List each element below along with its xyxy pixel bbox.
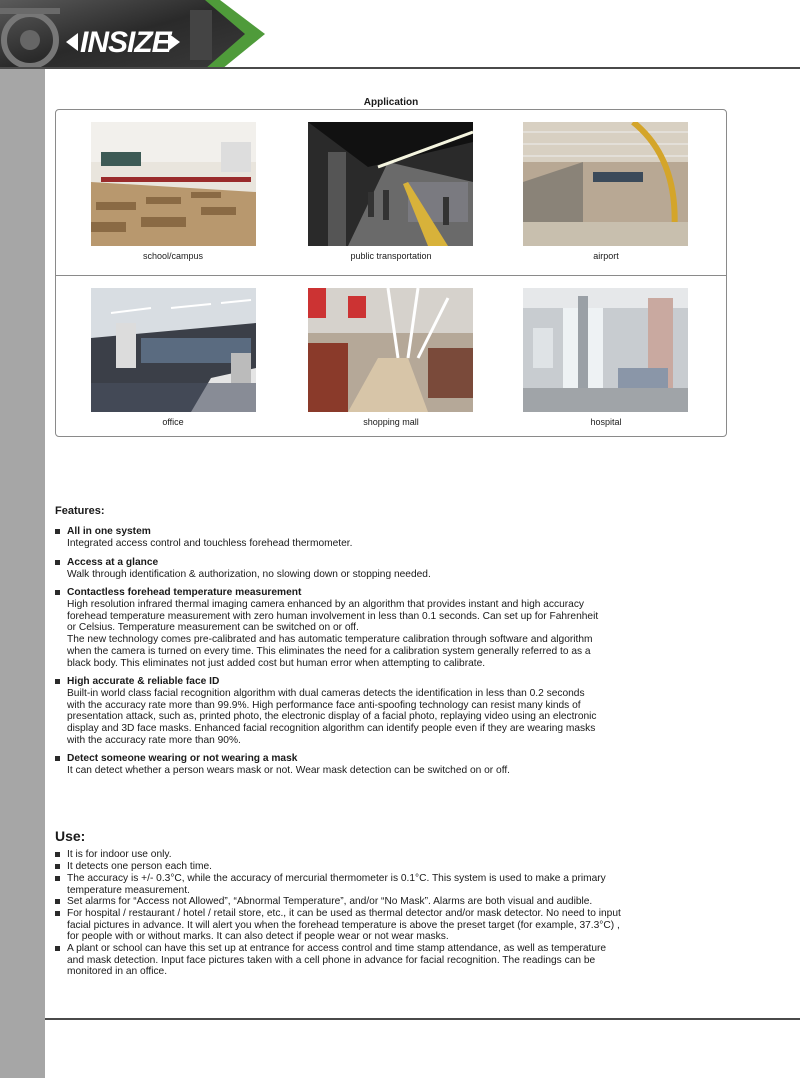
use-text: It detects one person each time. (67, 861, 212, 872)
square-bullet-icon (55, 756, 60, 761)
square-bullet-icon (55, 529, 60, 534)
square-bullet-icon (55, 911, 60, 916)
square-bullet-icon (55, 876, 60, 881)
use-text: For hospital / restaurant / hotel / retail store, etc., it can be used as thermal detector and/or mask detector. No need to input facial pictures in advance. It will alert you when the forehead temperature is above the preset target (for example, 37.3°C) , for people with or without marks. It can also detect if people wear or not wear masks. (67, 908, 621, 942)
application-grid (55, 109, 727, 437)
feature-body: High resolution infrared thermal imaging camera enhanced by an algorithm that provides instant and high accuracy forehead temperature measurement with zero human involvement in less than 0.1 seconds. Can set up for Fahrenheit or Celsius. Temperature measurement can be switched on or off. The new technology comes pre-calibrated and has automatic temperature calibration through software and algorithm when the camera is turned on every time. This eliminates the need for a calibration system generally referred to as a black body. This eliminates not just added cost but human error when attempting to calibrate. (67, 598, 599, 669)
feature-body: Integrated access control and touchless forehead thermometer. (67, 537, 353, 549)
square-bullet-icon (55, 590, 60, 595)
feature-title: High accurate & reliable face ID (67, 676, 220, 687)
use-item (55, 943, 655, 978)
hospital-photo (523, 288, 688, 412)
use-item (55, 896, 655, 908)
application-caption: hospital (590, 417, 622, 427)
feature-item (55, 587, 655, 670)
application-caption: shopping mall (363, 417, 419, 427)
use-item (55, 873, 655, 896)
page-header (0, 0, 800, 69)
use-item (55, 861, 655, 873)
feature-title: Detect someone wearing or not wearing a mask (67, 753, 298, 764)
logo-arrow-left-icon (66, 33, 78, 51)
application-heading: Application (363, 97, 419, 108)
square-bullet-icon (55, 899, 60, 904)
application-caption: school/campus (142, 251, 204, 261)
use-item (55, 849, 655, 861)
feature-item (55, 753, 655, 777)
feature-item (55, 557, 655, 581)
use-text: It is for indoor use only. (67, 849, 172, 860)
feature-body: Walk through identification & authorization, no slowing down or stopping needed. (67, 568, 431, 580)
left-margin-band (0, 69, 45, 1078)
square-bullet-icon (55, 852, 60, 857)
feature-title: Contactless forehead temperature measurement (67, 587, 302, 598)
square-bullet-icon (55, 946, 60, 951)
use-text: A plant or school can have this set up at entrance for access control and time stamp attendance, as well as temperature and mask detection. Input face pictures taken with a cell phone in advance for facial recognition. The readings can be monitored in an office. (67, 943, 607, 977)
airport-photo (523, 122, 688, 246)
feature-title: All in one system (67, 526, 151, 537)
features-heading: Features: (55, 505, 105, 517)
footer-divider (45, 1018, 800, 1020)
school-campus-photo (91, 122, 256, 246)
logo-arrow-right-icon (168, 33, 180, 51)
square-bullet-icon (55, 560, 60, 565)
use-heading: Use: (55, 828, 86, 844)
application-caption: office (162, 417, 184, 427)
feature-body: It can detect whether a person wears mask or not. Wear mask detection can be switched on or off. (67, 764, 511, 776)
square-bullet-icon (55, 864, 60, 869)
public-transportation-photo (308, 122, 473, 246)
use-text: Set alarms for “Access not Allowed”, “Abnormal Temperature”, and/or “No Mask”. Alarms are both visual and audible. (67, 896, 593, 907)
feature-item (55, 526, 655, 550)
feature-item (55, 676, 655, 747)
feature-title: Access at a glance (67, 557, 159, 568)
application-caption: public transportation (350, 251, 432, 261)
office-photo (91, 288, 256, 412)
application-row-divider (56, 275, 726, 276)
brand-logo: INSIZE (80, 26, 171, 59)
header-divider (0, 67, 800, 69)
square-bullet-icon (55, 679, 60, 684)
use-text: The accuracy is +/- 0.3°C, while the accuracy of mercurial thermometer is 0.1°C. This system is used to make a primary temperature measurement. (67, 873, 606, 896)
shopping-mall-photo (308, 288, 473, 412)
application-caption: airport (593, 251, 619, 261)
feature-body: Built-in world class facial recognition algorithm with dual cameras detects the identification in less than 0.2 seconds with the accuracy rate more than 99.9%. High performance face anti-spoofing technology can resist many kinds of presentation attack, such as, printed photo, the electronic display of a facial photo, replaying video using an electronic display and 3D face masks. Enhanced facial recognition algorithm can identify people even if they are wearing masks with the accuracy rate more than 90%. (67, 687, 597, 746)
use-item (55, 908, 655, 943)
